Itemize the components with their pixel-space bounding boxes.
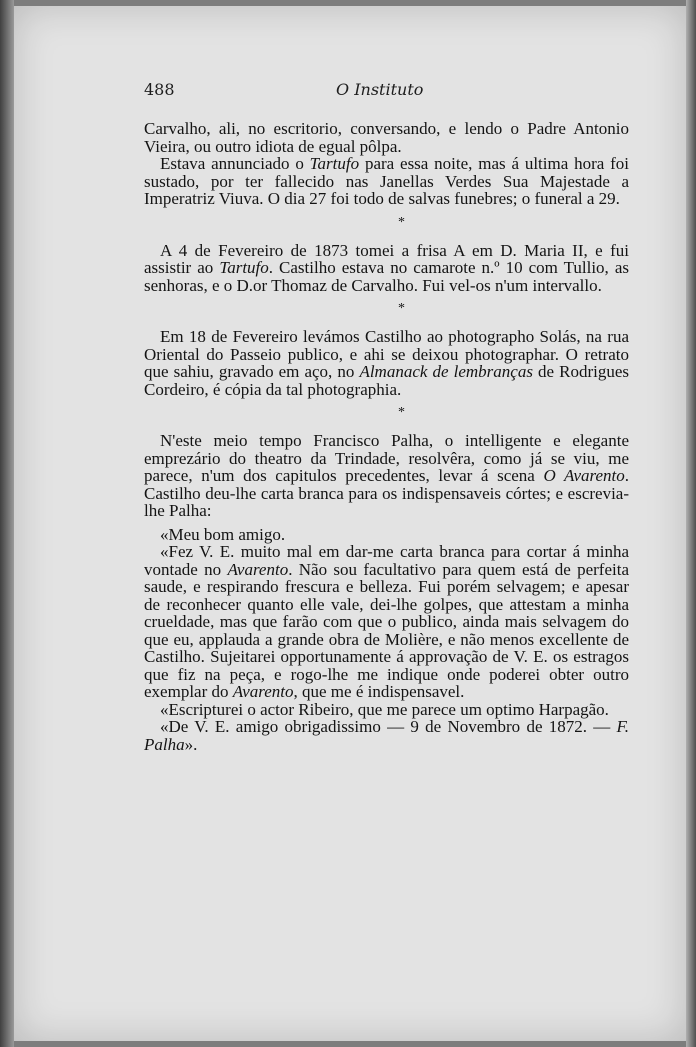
page-edge-right (686, 0, 696, 1047)
paragraph: Estava annunciado o Tartufo para essa noite, mas á ultima hora foi sustado, por ter fallecido nas Janellas Verdes Sua Majestade a Imperatriz Viuva. O dia 27 foi todo de salvas funebres; o funeral a 29. (144, 154, 629, 208)
paragraph: Em 18 de Fevereiro levámos Castilho ao photographo Solás, na rua Oriental do Passeio publico, e ahi se deixou photographar. O retrato que sahiu, gravado em aço, no Almanack de lembranças de Rodrigues Cordeiro, é cópia da tal photographia. (144, 327, 630, 399)
running-title: O Instituto (336, 80, 424, 99)
letter-salutation: «Meu bom amigo. (160, 524, 286, 544)
paragraph: N'este meio tempo Francisco Palha, o intelligente e elegante emprezário do theatro da Trindade, resolvêra, como já se viu, me parece, n'um dos capitulos precedentes, levar á scena O Avarento. Castilho deu-lhe carta branca para os indispensaveis córtes; e escrevia-lhe Palha: (144, 431, 630, 520)
section-separator: * (398, 214, 405, 230)
letter-paragraph: «Fez V. E. muito mal em dar-me carta branca para cortar á minha vontade no Avarento. Não sou facultativo para quem está de perfeita saude, e respirando frescura e belleza. Fui porém selvagem; e apesar de reconhecer quanto elle vale, dei-lhe golpes, que attestam a minha crueldade, mas que farão com que o publico, ainda mais selvagem do que eu, applauda a grande obra de Molière, e não menos excellente de Castilho. Sujeitarei opportunamente á approvação de V. E. os estragos que fiz na peça, e rogo-lhe me indique onde poderei obter outro exemplar do Avarento, que me é indispensavel. (144, 542, 629, 701)
section-separator: * (398, 301, 405, 316)
page-header (144, 80, 629, 104)
page-text (144, 120, 629, 753)
letter-signature: «De V. E. amigo obrigadissimo — 9 de Novembro de 1872. — F. Palha». (144, 717, 629, 754)
paragraph: A 4 de Fevereiro de 1873 tomei a frisa A em D. Maria II, e fui assistir ao Tartufo. Castilho estava no camarote n.º 10 com Tullio, as senhoras, e o D.or Thomaz de Carvalho. Fui vel-os n'um intervallo. (144, 240, 629, 295)
section-separator: * (398, 405, 405, 420)
letter-paragraph: «Escripturei o actor Ribeiro, que me parece um optimo Harpagão. (160, 699, 609, 719)
paragraph: Carvalho, ali, no escritorio, conversando, e lendo o Padre Antonio Vieira, ou outro idiota de egual pôlpa. (144, 119, 629, 156)
page-number: 488 (144, 80, 175, 99)
page-edge-left (0, 0, 14, 1047)
